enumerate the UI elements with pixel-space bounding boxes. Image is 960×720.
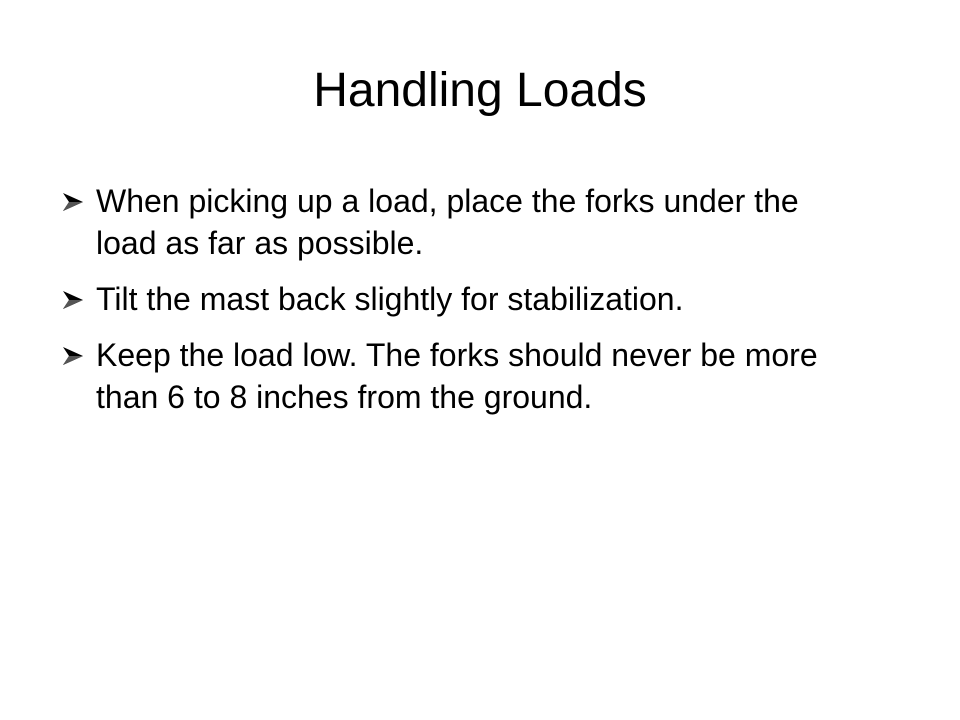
arrowhead-bullet-icon xyxy=(62,290,84,310)
bullet-list xyxy=(62,180,852,432)
bullet-item xyxy=(62,180,852,264)
arrowhead-bullet-icon xyxy=(62,192,84,212)
bullet-text: Tilt the mast back slightly for stabilization. xyxy=(96,281,684,317)
arrowhead-bullet-icon xyxy=(62,346,84,366)
bullet-text: When picking up a load, place the forks under the load as far as possible. xyxy=(96,183,799,261)
slide-title: Handling Loads xyxy=(313,64,647,117)
bullet-text: Keep the load low. The forks should never be more than 6 to 8 inches from the ground. xyxy=(96,337,818,415)
bullet-item xyxy=(62,278,852,320)
bullet-item xyxy=(62,334,852,418)
